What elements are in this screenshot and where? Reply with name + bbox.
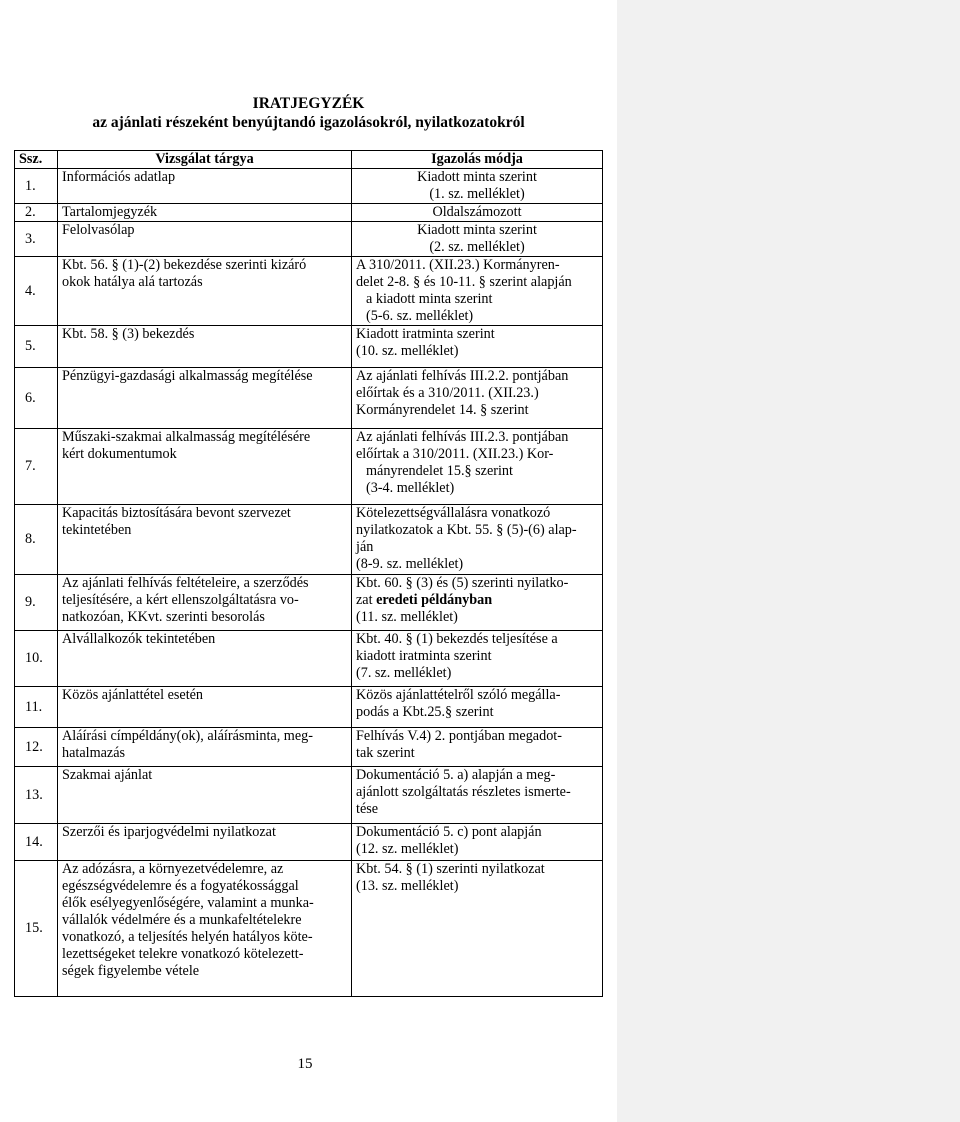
table-row (15, 824, 603, 861)
table-row (15, 204, 603, 222)
table-row (15, 368, 603, 429)
row-method: Dokumentáció 5. a) alapján a meg- ajánlott szolgáltatás részletes ismerte- tése (352, 767, 603, 824)
table-row (15, 861, 603, 997)
header-method: Igazolás módja (352, 151, 603, 169)
row-subject: Közös ajánlattétel esetén (58, 687, 352, 728)
row-method: Kiadott minta szerint (2. sz. melléklet) (352, 222, 603, 257)
row-method: Az ajánlati felhívás III.2.3. pontjában előírtak a 310/2011. (XII.23.) Kor- mányrendelet 15.§ szerint (3-4. melléklet) (352, 429, 603, 505)
row-subject: Az ajánlati felhívás feltételeire, a szerződés teljesítésére, a kért ellenszolgáltatásra vo- natkozóan, KKvt. szerinti besorolás (58, 575, 352, 631)
table-row (15, 222, 603, 257)
row-subject: Kbt. 56. § (1)-(2) bekezdése szerinti kizáró okok hatálya alá tartozás (58, 257, 352, 326)
row-method: Kiadott minta szerint (1. sz. melléklet) (352, 169, 603, 204)
row-number: 15. (15, 861, 58, 997)
row-subject: Az adózásra, a környezetvédelemre, az egészségvédelemre és a fogyatékossággal élők esélyegyenlőségére, valamint a munka- vállalók védelmére és a munkafeltételekre vonatkozó, a teljesítés helyén hatályos köte- lezettségeket telekre vonatkozó kötelezett- ségek figyelembe vétele (58, 861, 352, 997)
row-subject: Aláírási címpéldány(ok), aláírásminta, meg- hatalmazás (58, 728, 352, 767)
row-number: 6. (15, 368, 58, 429)
row-subject: Pénzügyi-gazdasági alkalmasság megítélése (58, 368, 352, 429)
row-number: 12. (15, 728, 58, 767)
row-number: 14. (15, 824, 58, 861)
row-method: Dokumentáció 5. c) pont alapján (12. sz. melléklet) (352, 824, 603, 861)
table-row (15, 687, 603, 728)
row-subject: Tartalomjegyzék (58, 204, 352, 222)
row-method: Az ajánlati felhívás III.2.2. pontjában előírtak és a 310/2011. (XII.23.) Kormányrendelet 14. § szerint (352, 368, 603, 429)
row-method: Kbt. 54. § (1) szerinti nyilatkozat (13. sz. melléklet) (352, 861, 603, 997)
row-subject: Szakmai ajánlat (58, 767, 352, 824)
page-margin-panel (617, 0, 960, 1122)
table-row (15, 728, 603, 767)
row-number: 7. (15, 429, 58, 505)
table-row (15, 767, 603, 824)
header-subject: Vizsgálat tárgya (58, 151, 352, 169)
row-method: Kötelezettségvállalásra vonatkozó nyilatkozatok a Kbt. 55. § (5)-(6) alap- ján (8-9. sz. melléklet) (352, 505, 603, 575)
row-number: 8. (15, 505, 58, 575)
original-copy-emphasis: eredeti példányban (376, 592, 493, 608)
row-number: 11. (15, 687, 58, 728)
document-title: IRATJEGYZÉK (252, 95, 365, 112)
row-number: 10. (15, 631, 58, 687)
table-row (15, 429, 603, 505)
table-row (15, 505, 603, 575)
row-subject: Műszaki-szakmai alkalmasság megítélésére kért dokumentumok (58, 429, 352, 505)
document-subtitle: az ajánlati részeként benyújtandó igazolásokról, nyilatkozatokról (92, 114, 525, 131)
row-subject: Felolvasólap (58, 222, 352, 257)
row-method: Felhívás V.4) 2. pontjában megadot- tak szerint (352, 728, 603, 767)
row-method: Kiadott iratminta szerint (10. sz. melléklet) (352, 326, 603, 368)
row-number: 9. (15, 575, 58, 631)
row-number: 1. (15, 169, 58, 204)
header-no: Ssz. (15, 151, 58, 169)
table-row (15, 169, 603, 204)
row-method: Kbt. 40. § (1) bekezdés teljesítése a kiadott iratminta szerint (7. sz. melléklet) (352, 631, 603, 687)
table-row (15, 631, 603, 687)
row-subject: Alvállalkozók tekintetében (58, 631, 352, 687)
table-row (15, 575, 603, 631)
document-index-table (14, 150, 603, 997)
row-number: 3. (15, 222, 58, 257)
row-number: 13. (15, 767, 58, 824)
row-method: A 310/2011. (XII.23.) Kormányren- delet 2-8. § és 10-11. § szerint alapján a kiadott minta szerint (5-6. sz. melléklet) (352, 257, 603, 326)
row-number: 2. (15, 204, 58, 222)
row-number: 4. (15, 257, 58, 326)
row-number: 5. (15, 326, 58, 368)
table-header-row (15, 151, 603, 169)
row-method: Oldalszámozott (352, 204, 603, 222)
table-row (15, 326, 603, 368)
row-method: Közös ajánlattételről szóló megálla- podás a Kbt.25.§ szerint (352, 687, 603, 728)
table-row (15, 257, 603, 326)
page-number: 15 (297, 1056, 313, 1072)
row-subject: Információs adatlap (58, 169, 352, 204)
row-method: Kbt. 60. § (3) és (5) szerinti nyilatko- zat eredeti példányban (11. sz. melléklet) (352, 575, 603, 631)
row-subject: Kapacitás biztosítására bevont szervezet tekintetében (58, 505, 352, 575)
row-subject: Kbt. 58. § (3) bekezdés (58, 326, 352, 368)
row-subject: Szerzői és iparjogvédelmi nyilatkozat (58, 824, 352, 861)
